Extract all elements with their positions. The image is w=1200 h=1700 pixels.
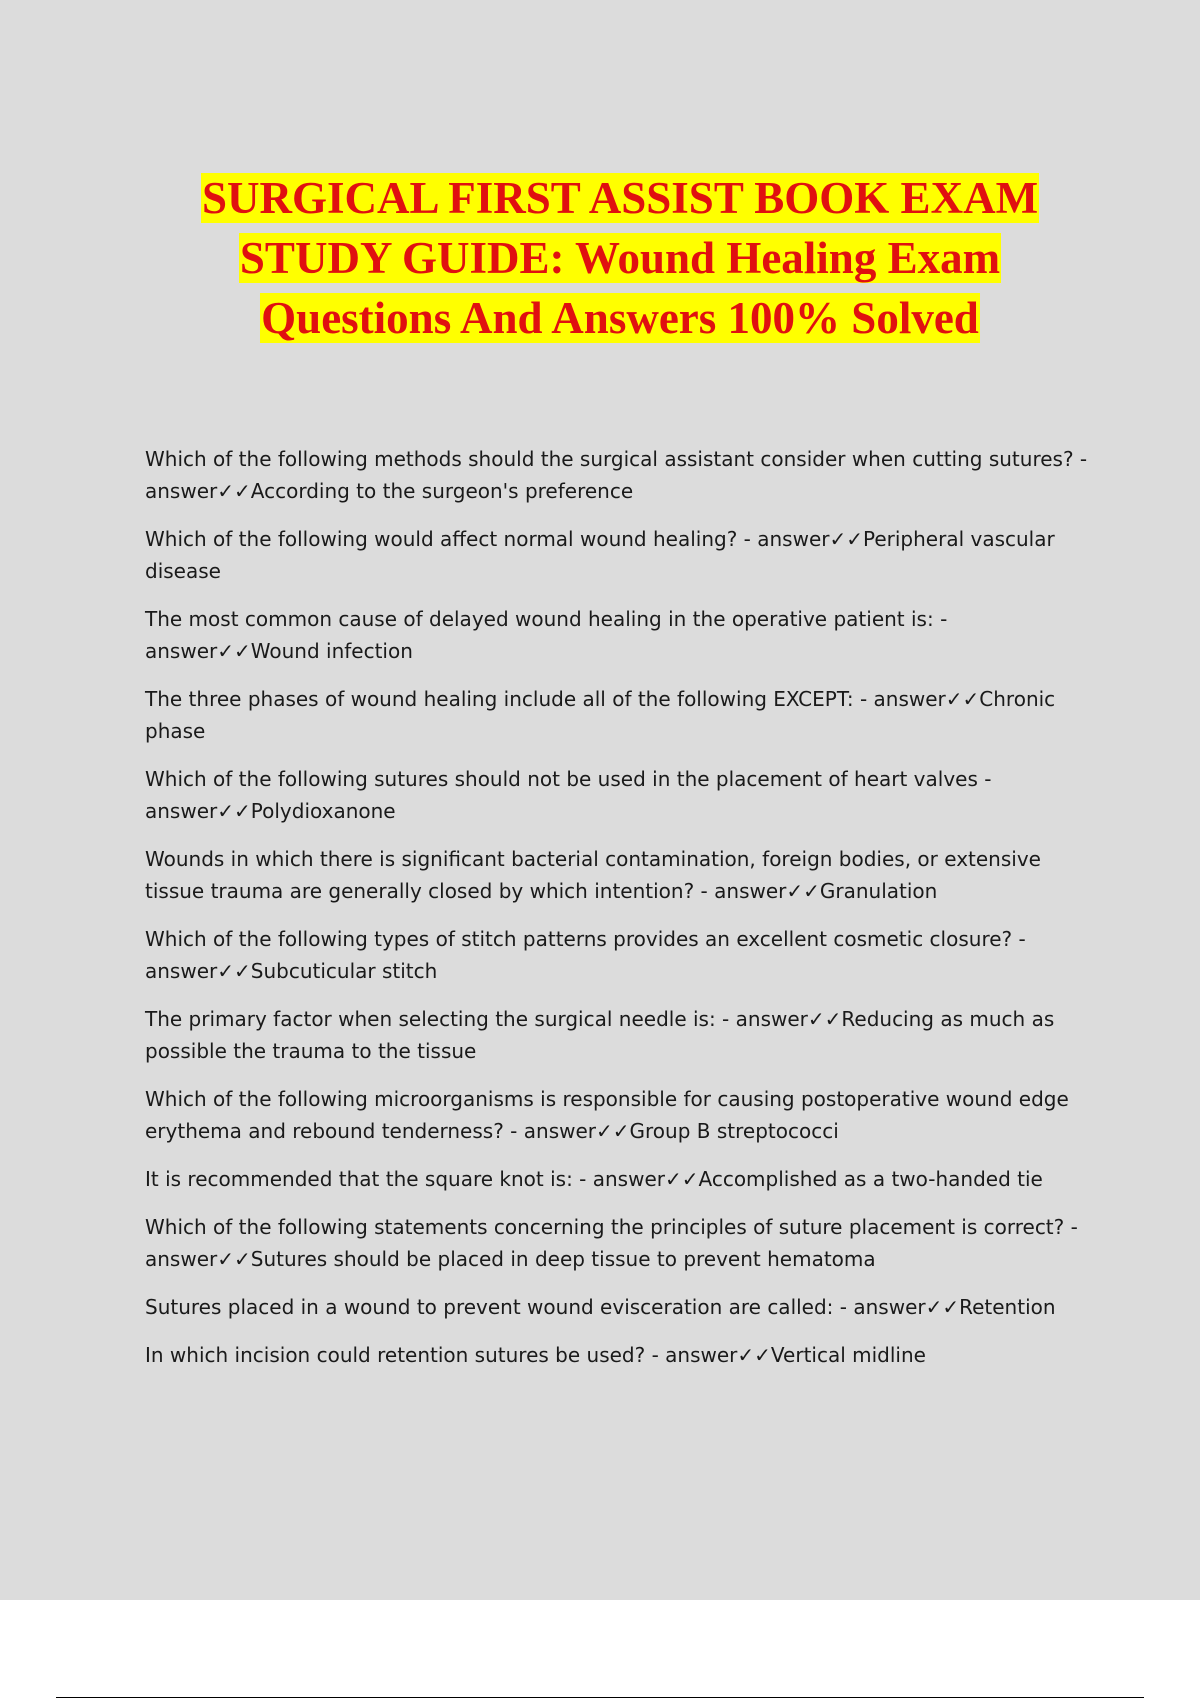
title-line-1 [80,168,1160,228]
qa-separator: - answer✓✓ [715,1007,842,1031]
qa-answer: Retention [959,1295,1056,1319]
qa-item [145,1003,1100,1067]
qa-item [145,1339,1100,1371]
qa-question: Which of the following statements concerning the principles of suture placement is correct? [145,1215,1065,1239]
qa-answer: Reducing as much as possible the trauma to the tissue [145,1007,1055,1063]
title-line-3 [80,288,1160,348]
qa-answer: According to the surgeon's preference [250,479,634,503]
qa-item [145,523,1100,587]
qa-separator: - answer✓✓ [145,927,1026,983]
qa-question: Which of the following would affect normal wound healing? [145,527,738,551]
qa-item [145,443,1100,507]
qa-question: The three phases of wound healing include all of the following EXCEPT: [145,687,854,711]
qa-answer: Wound infection [250,639,413,663]
qa-answer: Subcuticular stitch [250,959,438,983]
qa-item [145,1211,1100,1275]
qa-item [145,763,1100,827]
qa-answer: Polydioxanone [250,799,396,823]
qa-question: Which of the following sutures should not be used in the placement of heart valves [145,767,978,791]
qa-item [145,1163,1100,1195]
document-title [80,168,1160,348]
qa-item [145,1083,1100,1147]
title-line-3-text: Questions And Answers 100% Solved [261,293,979,343]
qa-question: Which of the following microorganisms is responsible for causing postoperative wound edge erythema and rebound tenderness? [145,1087,1069,1143]
qa-question: Which of the following types of stitch patterns provides an excellent cosmetic closure? [145,927,1013,951]
qa-question: The most common cause of delayed wound healing in the operative patient is: [145,607,934,631]
qa-separator: - answer✓✓ [145,1215,1078,1271]
qa-separator: - answer✓✓ [145,607,948,663]
qa-answer: Accomplished as a two-handed tie [698,1167,1043,1191]
qa-separator: - answer✓✓ [737,527,863,551]
qa-separator: - answer✓✓ [833,1295,960,1319]
qa-question: In which incision could retention sutures be used? [145,1343,646,1367]
qa-separator: - answer✓✓ [145,447,1088,503]
qa-answer: Vertical midline [770,1343,926,1367]
qa-answer: Granulation [819,879,938,903]
qa-item [145,923,1100,987]
qa-separator: - answer✓✓ [853,687,980,711]
qa-item [145,1291,1100,1323]
qa-question: Wounds in which there is significant bacterial contamination, foreign bodies, or extensive tissue trauma are generally closed by which intention? [145,847,1041,903]
qa-question: Sutures placed in a wound to prevent wound evisceration are called: [145,1295,834,1319]
qa-answer: Peripheral vascular disease [145,527,1055,583]
qa-answer: Chronic phase [145,687,1056,743]
qa-separator: - answer✓✓ [645,1343,771,1367]
qa-separator: - answer✓✓ [572,1167,699,1191]
title-line-2 [80,228,1160,288]
title-line-1-text: SURGICAL FIRST ASSIST BOOK EXAM [201,173,1039,223]
qa-item [145,683,1100,747]
qa-list [145,443,1100,1387]
qa-answer: Group B streptococci [629,1119,839,1143]
qa-separator: - answer✓✓ [694,879,820,903]
qa-answer: Sutures should be placed in deep tissue to prevent hematoma [250,1247,876,1271]
qa-separator: - answer✓✓ [145,767,992,823]
qa-item [145,843,1100,907]
qa-question: Which of the following methods should the surgical assistant consider when cutting sutures? [145,447,1074,471]
footer-divider [56,1697,1144,1698]
qa-separator: - answer✓✓ [503,1119,630,1143]
title-line-2-text: STUDY GUIDE: Wound Healing Exam [239,233,1001,283]
qa-question: The primary factor when selecting the surgical needle is: [145,1007,716,1031]
qa-question: It is recommended that the square knot is: [145,1167,573,1191]
qa-item [145,603,1100,667]
